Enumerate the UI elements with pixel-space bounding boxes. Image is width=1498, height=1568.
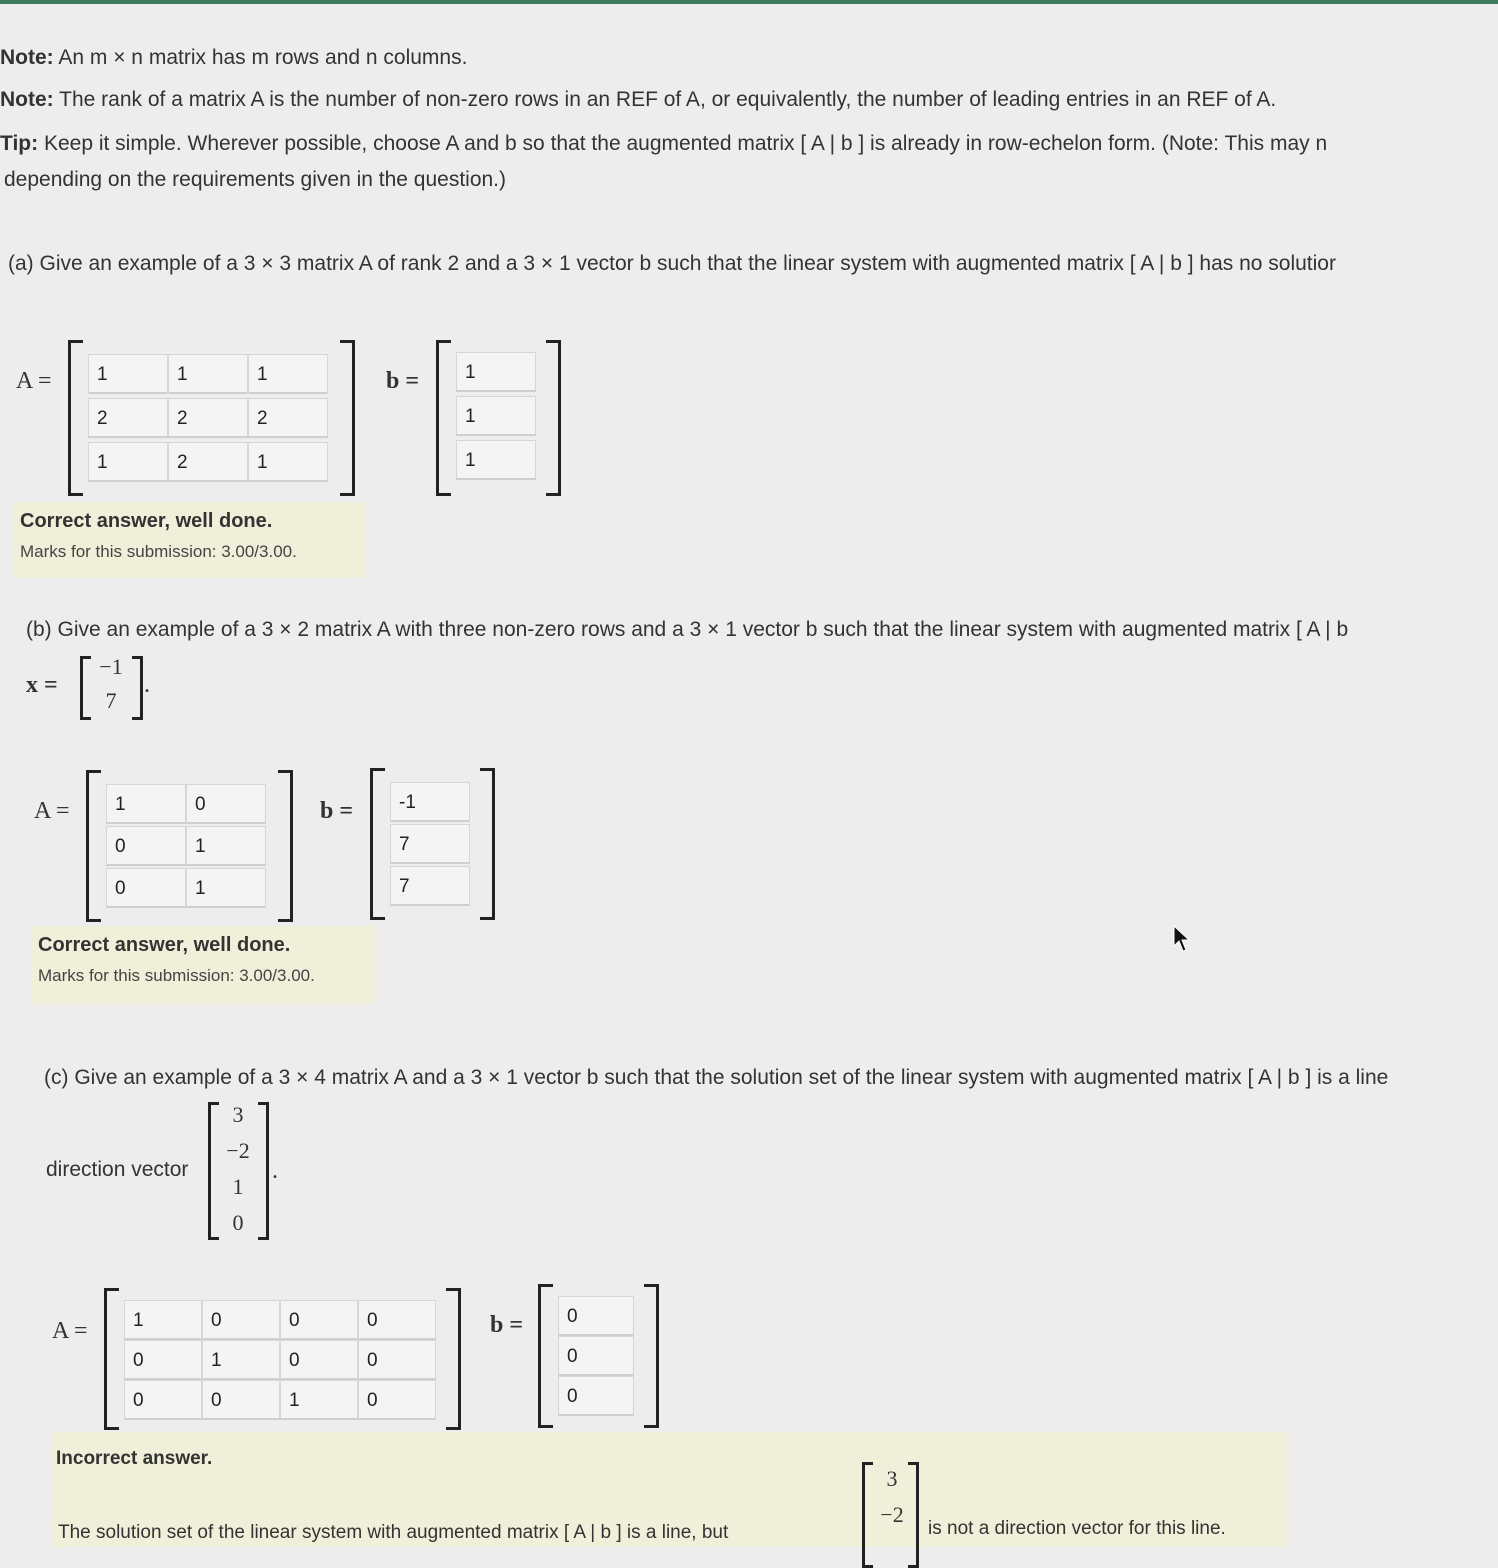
matrix-a-label: A = xyxy=(16,368,52,394)
feedback-vector-1: 3 xyxy=(886,1466,898,1491)
a-cell-r2c2[interactable]: 1 xyxy=(202,1340,280,1380)
feedback-marks: Marks for this submission: 3.00/3.00. xyxy=(20,542,297,561)
b-cell-3[interactable]: 7 xyxy=(390,866,470,906)
a-cell-r1c2[interactable]: 1 xyxy=(168,354,248,394)
b-cell-1[interactable]: 0 xyxy=(558,1296,634,1336)
right-bracket xyxy=(340,340,355,496)
feedback-text: The solution set of the linear system with augmented matrix [ A | b ] is a line, but xyxy=(58,1522,729,1543)
vector-b-label: b = xyxy=(490,1312,524,1338)
feedback-text: is not a direction vector for this line. xyxy=(928,1518,1226,1539)
a-cell-r2c4[interactable]: 0 xyxy=(358,1340,436,1380)
a-cell-r1c3[interactable]: 0 xyxy=(280,1300,358,1340)
matrix-a-label: A = xyxy=(52,1318,88,1344)
note-label: Note: xyxy=(0,46,54,69)
left-bracket xyxy=(104,1288,119,1430)
top-accent-bar xyxy=(0,0,1498,4)
a-cell-r2c3[interactable]: 2 xyxy=(248,398,328,438)
a-cell-r3c1[interactable]: 0 xyxy=(124,1380,202,1420)
right-bracket xyxy=(132,656,143,720)
a-cell-r3c3[interactable]: 1 xyxy=(248,442,328,482)
b-cell-3[interactable]: 1 xyxy=(456,440,536,480)
left-bracket xyxy=(370,768,385,920)
left-bracket xyxy=(436,340,451,496)
b-cell-3[interactable]: 0 xyxy=(558,1376,634,1416)
feedback-title: Correct answer, well done. xyxy=(20,510,273,532)
note-text: The rank of a matrix A is the number of non-zero rows in an REF of A, or equivalently, the number of leading entries in an REF of A. xyxy=(59,88,1277,111)
note-label: Note: xyxy=(0,88,54,111)
right-bracket xyxy=(258,1102,269,1240)
right-bracket xyxy=(908,1462,919,1568)
a-cell-r3c1[interactable]: 0 xyxy=(106,868,186,908)
x-label: x = xyxy=(26,672,58,698)
a-cell-r1c2[interactable]: 0 xyxy=(202,1300,280,1340)
direction-vector-1: 3 xyxy=(232,1102,244,1127)
b-cell-1[interactable]: 1 xyxy=(456,352,536,392)
vector-b-label: b = xyxy=(386,368,420,394)
a-cell-r1c1[interactable]: 1 xyxy=(88,354,168,394)
feedback-c xyxy=(52,1432,1288,1547)
note-rows-columns xyxy=(0,46,467,70)
feedback-marks: Marks for this submission: 3.00/3.00. xyxy=(38,966,315,985)
a-cell-r2c3[interactable]: 0 xyxy=(280,1340,358,1380)
tip-line-2: depending on the requirements given in the question.) xyxy=(4,168,507,191)
tip-line-1 xyxy=(0,132,1327,156)
question-a: (a) Give an example of a 3 × 3 matrix A of rank 2 and a 3 × 1 vector b such that the linear system with augmented matrix [ A | b ] has no solutior xyxy=(8,252,1336,275)
feedback-a xyxy=(14,502,366,578)
left-bracket xyxy=(86,770,101,922)
a-cell-r1c1[interactable]: 1 xyxy=(124,1300,202,1340)
b-cell-2[interactable]: 0 xyxy=(558,1336,634,1376)
question-b: (b) Give an example of a 3 × 2 matrix A with three non-zero rows and a 3 × 1 vector b such that the linear system with augmented matrix [ A | b xyxy=(26,618,1349,641)
note-rank xyxy=(0,88,1276,112)
feedback-b xyxy=(32,926,376,1004)
a-cell-r3c2[interactable]: 2 xyxy=(168,442,248,482)
right-bracket xyxy=(446,1288,461,1430)
a-cell-r3c3[interactable]: 1 xyxy=(280,1380,358,1420)
a-cell-r3c2[interactable]: 0 xyxy=(202,1380,280,1420)
note-text: An m × n matrix has m rows and n columns. xyxy=(58,46,468,69)
question-c: (c) Give an example of a 3 × 4 matrix A and a 3 × 1 vector b such that the solution set of the linear system with augmented matrix [ A | b ] is a line xyxy=(44,1066,1389,1089)
a-cell-r1c1[interactable]: 1 xyxy=(106,784,186,824)
direction-vector-2: −2 xyxy=(226,1138,250,1163)
right-bracket xyxy=(546,340,561,496)
a-cell-r2c1[interactable]: 0 xyxy=(124,1340,202,1380)
right-bracket xyxy=(644,1284,659,1428)
b-cell-2[interactable]: 1 xyxy=(456,396,536,436)
a-cell-r3c2[interactable]: 1 xyxy=(186,868,266,908)
feedback-title: Incorrect answer. xyxy=(56,1448,213,1469)
a-cell-r2c1[interactable]: 0 xyxy=(106,826,186,866)
a-cell-r2c2[interactable]: 1 xyxy=(186,826,266,866)
right-bracket xyxy=(480,768,495,920)
a-cell-r1c4[interactable]: 0 xyxy=(358,1300,436,1340)
feedback-vector-2: −2 xyxy=(880,1502,904,1527)
a-cell-r2c1[interactable]: 2 xyxy=(88,398,168,438)
a-cell-r3c1[interactable]: 1 xyxy=(88,442,168,482)
right-bracket xyxy=(278,770,293,922)
x-vector-1: −1 xyxy=(99,654,123,679)
b-cell-2[interactable]: 7 xyxy=(390,824,470,864)
x-vector-2: 7 xyxy=(105,688,117,713)
a-cell-r1c2[interactable]: 0 xyxy=(186,784,266,824)
mouse-cursor-icon xyxy=(1172,924,1192,954)
a-cell-r3c4[interactable]: 0 xyxy=(358,1380,436,1420)
feedback-title: Correct answer, well done. xyxy=(38,934,291,956)
b-cell-1[interactable]: -1 xyxy=(390,782,470,822)
left-bracket xyxy=(538,1284,553,1428)
direction-vector-4: 0 xyxy=(232,1210,244,1235)
a-cell-r2c2[interactable]: 2 xyxy=(168,398,248,438)
a-cell-r1c3[interactable]: 1 xyxy=(248,354,328,394)
direction-vector-label: direction vector xyxy=(46,1158,189,1181)
vector-b-label: b = xyxy=(320,798,354,824)
matrix-a-label: A = xyxy=(34,798,70,824)
left-bracket xyxy=(68,340,83,496)
tip-text: Keep it simple. Wherever possible, choose A and b so that the augmented matrix [ A | b ] is already in row-echelon form. (Note: This may n xyxy=(43,132,1328,155)
direction-vector-3: 1 xyxy=(232,1174,244,1199)
tip-label: Tip: xyxy=(0,132,39,155)
